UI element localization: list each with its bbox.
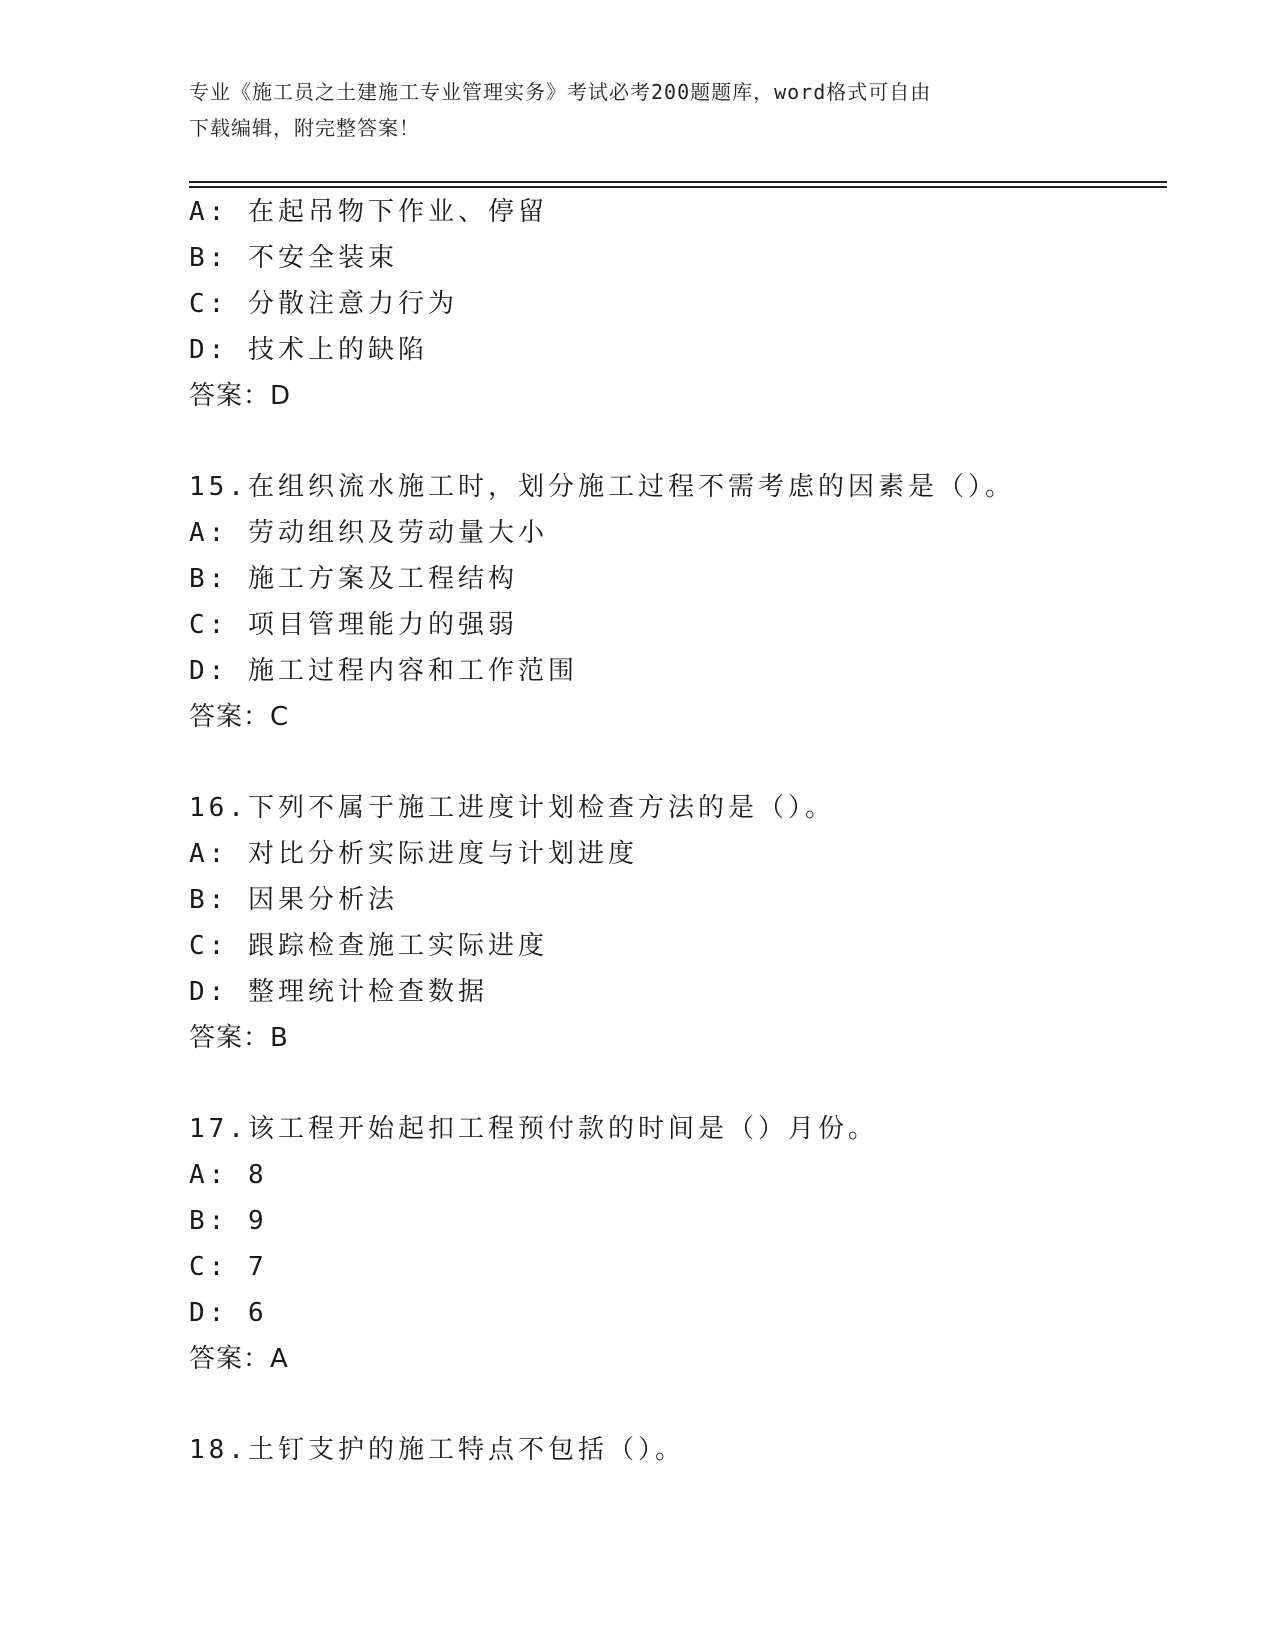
- option-a: A: 对比分析实际进度与计划进度: [189, 839, 638, 869]
- option-d: D: 施工过程内容和工作范围: [189, 656, 578, 686]
- question-block-14-continued: [189, 189, 1167, 419]
- option-a: A: 在起吊物下作业、停留: [189, 197, 548, 227]
- option-a: A: 8: [189, 1160, 268, 1190]
- header-divider-bottom: [189, 186, 1167, 188]
- question-list: [189, 189, 1167, 1473]
- question-block-17: [189, 1106, 1167, 1382]
- question-block-15: [189, 464, 1167, 740]
- option-d: D: 6: [189, 1298, 268, 1328]
- header-line-2: 下载编辑，附完整答案！: [189, 116, 420, 140]
- option-b: B: 施工方案及工程结构: [189, 564, 518, 594]
- question-text: 18.土钉支护的施工特点不包括（）。: [189, 1435, 685, 1465]
- question-block-18: [189, 1427, 1167, 1473]
- question-text: 16.下列不属于施工进度计划检查方法的是（）。: [189, 793, 835, 823]
- answer-line: 答案：D: [189, 381, 292, 411]
- question-text: 17.该工程开始起扣工程预付款的时间是（）月份。: [189, 1114, 878, 1144]
- option-b: B: 因果分析法: [189, 885, 398, 915]
- option-b: B: 不安全装束: [189, 243, 398, 273]
- header-line-1: 专业《施工员之土建施工专业管理实务》考试必考200题题库，word格式可自由: [189, 80, 932, 104]
- spacer: [189, 740, 1167, 785]
- question-text: 15.在组织流水施工时，划分施工过程不需考虑的因素是（）。: [189, 472, 1015, 502]
- spacer: [189, 1061, 1167, 1106]
- option-d: D: 技术上的缺陷: [189, 335, 428, 365]
- option-d: D: 整理统计检查数据: [189, 977, 488, 1007]
- document-header: [189, 74, 1089, 146]
- header-divider-top: [189, 181, 1167, 183]
- option-b: B: 9: [189, 1206, 268, 1236]
- option-c: C: 7: [189, 1252, 268, 1282]
- option-c: C: 跟踪检查施工实际进度: [189, 931, 548, 961]
- option-c: C: 项目管理能力的强弱: [189, 610, 518, 640]
- spacer: [189, 419, 1167, 464]
- answer-line: 答案：B: [189, 1023, 289, 1053]
- question-block-16: [189, 785, 1167, 1061]
- option-c: C: 分散注意力行为: [189, 289, 458, 319]
- option-a: A: 劳动组织及劳动量大小: [189, 518, 548, 548]
- answer-line: 答案：C: [189, 702, 290, 732]
- answer-line: 答案：A: [189, 1344, 289, 1374]
- spacer: [189, 1382, 1167, 1427]
